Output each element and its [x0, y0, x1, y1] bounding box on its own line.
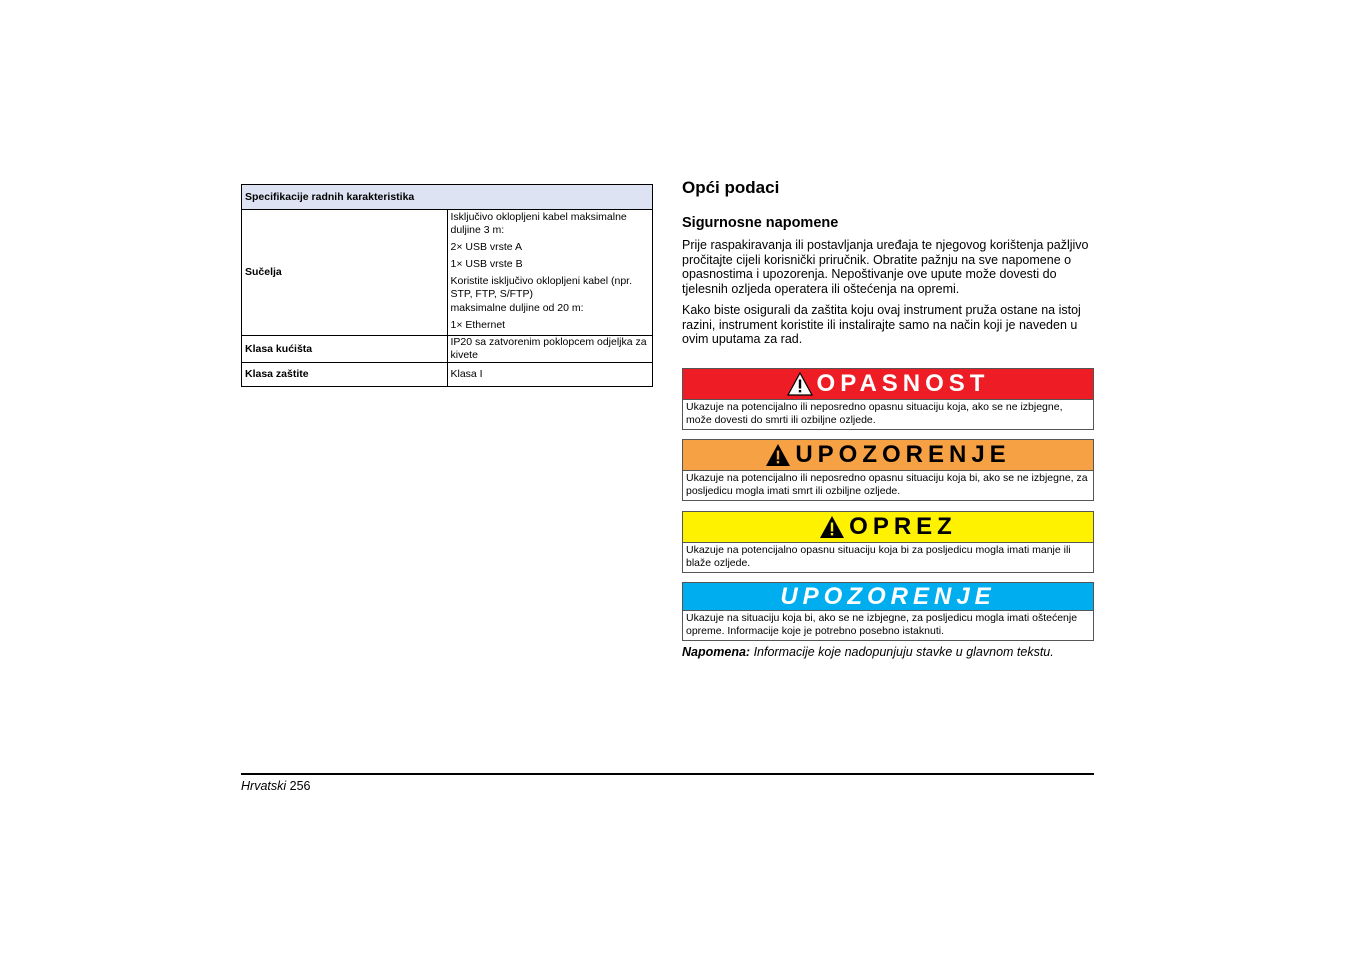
- caution-notice: [682, 511, 1094, 573]
- notice-band: [683, 583, 1093, 611]
- notice-signal-word: OPREZ: [849, 513, 957, 540]
- row-value-enclosure: IP20 sa zatvorenim poklopcem odjeljka za kivete: [447, 336, 653, 363]
- note-label: Napomena:: [682, 645, 751, 659]
- notice-signal-word: UPOZORENJE: [780, 582, 996, 610]
- footer-language: Hrvatski: [241, 779, 287, 793]
- notice-description: Ukazuje na potencijalno ili neposredno opasnu situaciju koja bi, ako se ne izbjegne, za posljedicu mogla imati smrt ili ozbiljne ozljede.: [686, 472, 1088, 497]
- row-value-interfaces: [447, 210, 653, 336]
- warning-triangle-icon: [765, 443, 791, 467]
- danger-notice: [682, 368, 1094, 430]
- notice-signal-word: OPASNOST: [816, 370, 990, 397]
- row-label-interfaces: Sučelja: [242, 210, 448, 336]
- notice-band: [683, 512, 1093, 543]
- table-row: [242, 210, 653, 336]
- cell-line: 2× USB vrste A: [450, 241, 522, 253]
- warning-triangle-icon: [787, 372, 813, 396]
- page-footer: [241, 779, 311, 793]
- notice-band: [683, 440, 1093, 471]
- notice-band: [683, 369, 1093, 400]
- note: [682, 645, 1102, 659]
- notice-description: Ukazuje na potencijalno opasnu situaciju koja bi za posljedicu mogla imati manje ili blaže ozljede.: [686, 544, 1071, 569]
- notice-signal-word: UPOZORENJE: [795, 441, 1011, 468]
- warning-notice: [682, 439, 1094, 501]
- specifications-table: [241, 184, 653, 387]
- notice-description: Ukazuje na situaciju koja bi, ako se ne izbjegne, za posljedicu mogla imati oštećenje opreme. Informacije koje je potrebno posebno istaknuti.: [686, 612, 1078, 637]
- cell-line: Isključivo oklopljeni kabel maksimalne duljine 3 m:: [450, 211, 627, 236]
- table-row: [242, 336, 653, 363]
- note-text: Informacije koje nadopunjuju stavke u glavnom tekstu.: [753, 645, 1054, 659]
- table-row: [242, 363, 653, 387]
- section-title: Opći podaci: [682, 178, 780, 197]
- row-label-protection: Klasa zaštite: [242, 363, 448, 387]
- cell-line: 1× USB vrste B: [450, 258, 523, 270]
- paragraph: Prije raspakiravanja ili postavljanja uređaja te njegovog korištenja pažljivo pročitajte cijeli korisnički priručnik. Obratite pažnju na sve napomene o opasnostima i upozorenja. Nepoštivanje ove upute može dovesti do tjelesnih ozljeda operatera ili oštećenja na opremi.: [682, 238, 1089, 296]
- cell-line: 1× Ethernet: [450, 319, 506, 331]
- footer-divider: [241, 773, 1094, 775]
- notice-description: Ukazuje na potencijalno ili neposredno opasnu situaciju koja, ako se ne izbjegne, može dovesti do smrti ili ozbiljne ozljede.: [686, 401, 1063, 426]
- warning-triangle-icon: [819, 515, 845, 539]
- paragraph: Kako biste osigurali da zaštita koju ovaj instrument pruža ostane na istoj razini, instrument koristite ili instalirajte samo na način koji je naveden u ovim uputama za rad.: [682, 303, 1081, 346]
- cell-line: maksimalne duljine od 20 m:: [450, 302, 584, 314]
- notice-notice: [682, 582, 1094, 641]
- cell-line: Koristite isključivo oklopljeni kabel (npr. STP, FTP, S/FTP): [450, 275, 632, 300]
- table-header: Specifikacije radnih karakteristika: [242, 185, 653, 210]
- page-number: 256: [289, 779, 311, 793]
- row-label-enclosure: Klasa kućišta: [242, 336, 448, 363]
- row-value-protection: Klasa I: [447, 363, 653, 387]
- section-subtitle: Sigurnosne napomene: [682, 215, 839, 231]
